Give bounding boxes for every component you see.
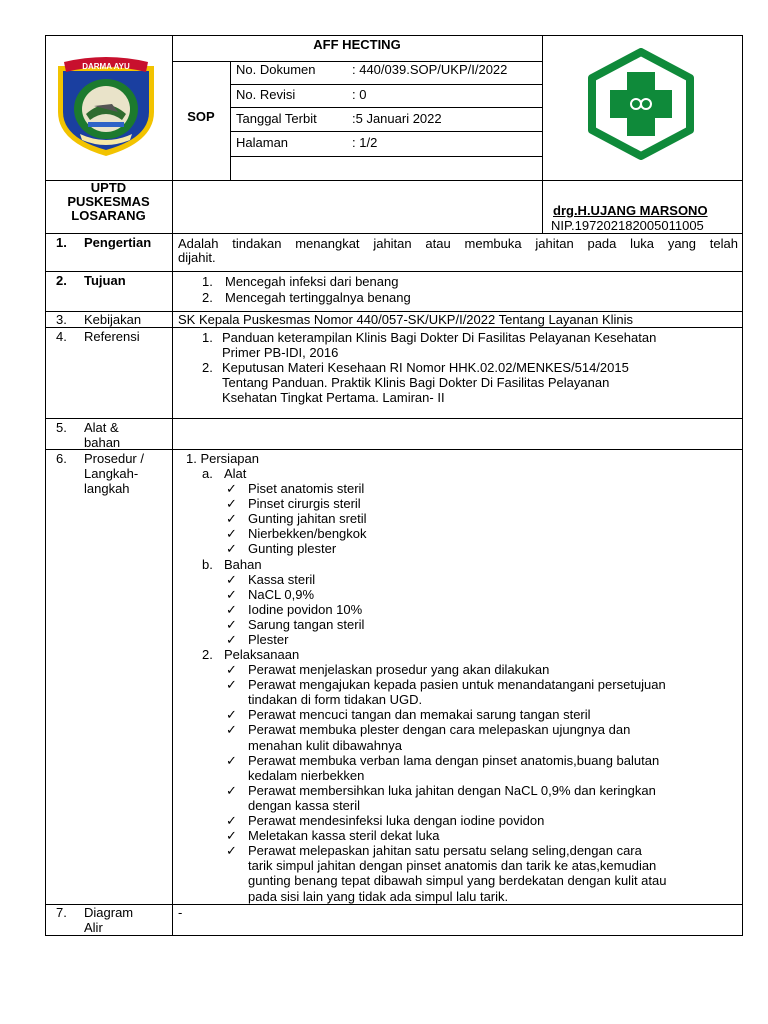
signer-name: drg.H.UJANG MARSONO [553,203,708,218]
alat-item: ✓ Nierbekken/bengkok [248,526,367,541]
pelaksanaan-step: gunting benang tepat dibawah simpul yang berdekatan dengan kulit atau [248,873,667,889]
grid-line [45,327,743,328]
org-line-2: PUSKESMAS [67,194,150,209]
pelaksanaan-step: dengan kassa steril [248,797,361,813]
pelaksanaan-step: ✓ Perawat membersihkan luka jahitan dengan NaCL 0,9% dan keringkan [248,783,656,798]
puskesmas-logo [586,48,696,160]
alat-item: ✓ Pinset cirurgis steril [248,496,361,511]
signer-nip: NIP.197202182005011005 [551,218,704,233]
pelaksanaan-step: ✓ Perawat mencuci tangan dan memakai sarung tangan steril [248,707,591,722]
section-label-pengertian: Pengertian [84,235,152,250]
section-number: 1. [56,235,67,250]
section-number: 5. [56,420,67,435]
field-label-tanggal-terbit: Tanggal Terbit [236,111,317,126]
pengertian-text: Adalah tindakan menangkat jahitan atau membuka jahitan pada luka yang telah [178,236,738,251]
grid-line [45,449,743,450]
field-label-halaman: Halaman [236,135,289,150]
referensi-item-2-cont: Tentang Panduan. Praktik Klinis Bagi Dokter Di Fasilitas Pelayanan [222,375,610,390]
section-label-referensi: Referensi [84,329,140,344]
field-label-no-revisi: No. Revisi [236,87,296,102]
tujuan-item: Mencegah tertinggalnya benang [225,290,411,305]
section-label-alat: Alat & [84,420,119,435]
section-label-prosedur-cont: langkah [84,481,130,496]
pelaksanaan-step: menahan kulit dibawahnya [248,737,402,753]
section-label-prosedur: Prosedur / [84,451,144,466]
referensi-item-num: 2. [202,360,213,375]
bahan-item: ✓ Sarung tangan steril [248,617,364,632]
grid-line [45,271,743,272]
bahan-item: ✓ Kassa steril [248,572,315,587]
kebijakan-text: SK Kepala Puskesmas Nomor 440/057-SK/UKP/I/2022 Tentang Layanan Klinis [178,312,634,327]
section-label-prosedur-cont: Langkah- [84,466,139,481]
referensi-item-1: Panduan keterampilan Klinis Bagi Dokter Di Fasilitas Pelayanan Kesehatan [222,330,657,345]
pelaksanaan-step: ✓ Perawat membuka plester dengan cara melepaskan ujungnya dan [248,722,630,737]
field-value-no-revisi: : 0 [352,87,367,102]
pelaksanaan-step: tindakan di form tidakan UGD. [248,692,423,708]
regency-emblem-logo [50,54,162,158]
pelaksanaan-step: ✓ Perawat mendesinfeksi luka dengan iodine povidon [248,813,544,828]
section-label-kebijakan: Kebijakan [84,312,142,327]
bahan-heading: Bahan [224,557,262,572]
bahan-item: ✓ NaCL 0,9% [248,587,314,602]
tujuan-item-num: 2. [202,290,213,305]
grid-line [45,418,743,419]
alat-item: ✓ Gunting jahitan sretil [248,511,367,526]
referensi-item-2-cont: Ksehatan Tingkat Pertama. Lamiran- II [222,390,445,405]
pelaksanaan-step: kedalam nierbekken [248,767,365,783]
field-label-no-dokumen: No. Dokumen [236,62,316,77]
bahan-item: ✓ Iodine povidon 10% [248,602,362,617]
pelaksanaan-heading: Pelaksanaan [224,647,300,662]
pelaksanaan-marker: 2. [202,647,213,662]
referensi-item-1-cont: Primer PB-IDI, 2016 [222,345,339,360]
section-label-tujuan: Tujuan [84,273,126,288]
section-label-diagram: Diagram [84,905,134,920]
section-number: 6. [56,451,67,466]
sop-label: SOP [187,109,215,124]
pelaksanaan-step: ✓ Perawat menjelaskan prosedur yang akan dilakukan [248,662,549,677]
pengertian-text-cont: dijahit. [178,250,216,265]
emblem-ribbon-text: DARMA AYU [82,62,130,71]
grid-line [230,156,542,157]
pelaksanaan-step: tarik simpul jahitan dengan pinset anatomis dan tarik ke atas,kemudian [248,858,657,874]
section-number: 2. [56,273,67,288]
section-number: 3. [56,312,67,327]
org-line-1: UPTD [90,180,127,195]
document-title: AFF HECTING [313,37,401,52]
grid-line [172,35,173,936]
bahan-marker: b. [202,557,213,572]
pelaksanaan-step: ✓ Perawat membuka verban lama dengan pinset anatomis,buang balutan [248,753,659,768]
tujuan-item-num: 1. [202,274,213,289]
referensi-item-2: Keputusan Materi Kesehaan RI Nomor HHK.02.02/MENKES/514/2015 [222,360,629,375]
referensi-item-num: 1. [202,330,213,345]
alat-heading: Alat [224,466,247,481]
section-label-alat-cont: bahan [84,435,121,450]
alat-marker: a. [202,466,213,481]
pelaksanaan-step: pada sisi lain yang tidak ada simpul lalu tarik. [248,888,509,904]
grid-line [230,61,231,181]
persiapan-heading: 1. Persiapan [186,451,259,466]
grid-line [230,84,542,85]
field-value-no-dokumen: : 440/039.SOP/UKP/I/2022 [352,62,508,77]
grid-line [542,35,543,233]
section-number: 7. [56,905,67,920]
field-value-halaman: : 1/2 [352,135,378,150]
tujuan-item: Mencegah infeksi dari benang [225,274,399,289]
sop-table [45,35,743,936]
section-label-diagram-cont: Alir [84,920,103,935]
grid-line [45,233,743,234]
pelaksanaan-step: ✓ Perawat mengajukan kepada pasien untuk menandatangani persetujuan [248,677,666,692]
org-line-3: LOSARANG [71,208,146,223]
pelaksanaan-step: ✓ Meletakan kassa steril dekat luka [248,828,439,843]
pelaksanaan-step: ✓ Perawat melepaskan jahitan satu persatu selang seling,dengan cara [248,843,642,858]
bahan-item: ✓ Plester [248,632,288,647]
grid-line [230,107,542,108]
alat-item: ✓ Piset anatomis steril [248,481,364,496]
alat-item: ✓ Gunting plester [248,541,336,556]
grid-line [45,904,743,905]
field-value-tanggal-terbit: :5 Januari 2022 [352,111,442,126]
diagram-value: - [178,905,183,920]
section-number: 4. [56,329,67,344]
grid-line [230,131,542,132]
